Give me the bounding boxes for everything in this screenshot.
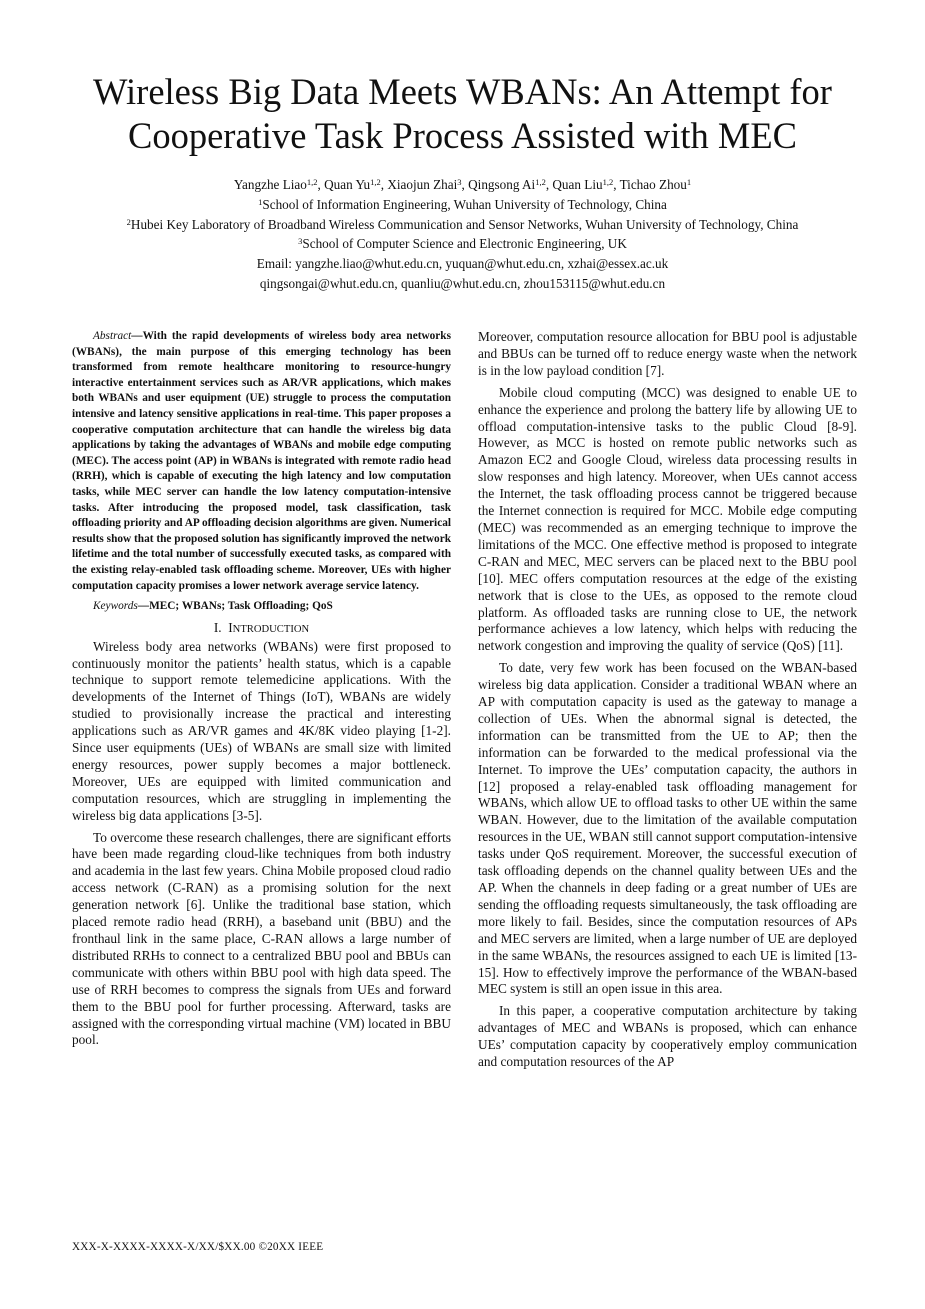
intro-paragraph-2: To overcome these research challenges, there are significant efforts have been made regarding cloud-like techniques from both industry and academia in the last few years. China Mobile proposed cloud radio access network (C-RAN) as a promising solution for the next generation network [6]. Unlike the traditional base station, which placed remote radio head (RRH), a baseband unit (BBU) and the fronthaul link in the same place, C-RAN allows a large number of distributed RRHs to connect to a centralized BBU pool and BBUs can communicate with others within BBU pool with high data speed. The use of RRH becomes to compress the signals from UEs and forward them to the BBU pool for further processing. Afterward, tasks are assigned with the corresponding virtual machine (VM) located in BBU pool. <box>72 829 451 1048</box>
title-line-1: Wireless Big Data Meets WBANs: An Attempt for <box>93 71 832 112</box>
author-name: Tichao Zhou <box>619 177 687 192</box>
intro-paragraph-4: To date, very few work has been focused on the WBAN-based wireless big data application. Consider a traditional WBAN where an AP with computation capacity is used as the gateway to manage a collection of UEs. When the abnormal signal is detected, the information can be transmitted from the UE to AP; then the information can be forwarded to the medical professional via the Internet. To improve the UEs’ computation capacity, the authors in [12] proposed a relay-enabled task offloading management for WBANs, which allow UE to offload tasks to other UE within the same WBAN. However, due to the limitation of the available computation resources in the UE, WBAN still cannot support computation-intensive tasks under QoS requirement. Moreover, the successful execution of task offloading depends on the channel quality between UEs and the AP. When the channels in deep fading or a great number of UEs are sending the offloading requests simultaneously, the task offloading are more likely to fail. Besides, since the computation resources of APs and MEC servers are limited, when a large number of UE are deployed in the same WBANs, the resources assigned to each UE is limited [13-15]. How to effectively improve the performance of the WBAN-based MEC system is still an open issue in this area. <box>478 660 858 997</box>
abstract-label: Abstract <box>93 330 132 342</box>
author-affiliation-mark: 1,2 <box>602 177 614 187</box>
author-name: Xiaojun Zhai <box>387 177 458 192</box>
intro-paragraph-5: In this paper, a cooperative computation architecture by taking advantages of MEC and WBANs is proposed, which can enhance UEs’ computation capacity by cooperatively employ communication and computation resources of the AP <box>478 1003 857 1070</box>
intro-paragraph-1: Wireless body area networks (WBANs) were first proposed to continuously monitor the patients’ health status, which is a capable technique to support remote telemedicine applications. With the developments of the Internet of Things (IoT), WBANs are widely studied to provisionally increase the practical and interesting applications such as AR/VR games and 4K/8K video playing [1-2]. Since user equipments (UEs) of WBANs are small size with limited energy resources, power supply becomes a major bottleneck. Moreover, UEs are equipped with limited communication and computation resources, which are struggling in implementing the wireless big data applications [3-5]. <box>72 638 451 823</box>
author-list: Yangzhe Liao$^{1,2}$, Quan Yu$^{1,2}$, Xiaojun Zhai$^3$, Qingsong Ai$^{1,2}$, Quan Liu$^{1,2}$, Tichao Zhou$^1$ <box>233 177 692 192</box>
left-column <box>72 329 451 1049</box>
email-line-2: qingsongai@whut.edu.cn, quanliu@whut.edu.cn, zhou153115@whut.edu.cn <box>259 275 666 291</box>
keywords <box>72 599 451 615</box>
intro-paragraph-2-continued: Moreover, computation resource allocation for BBU pool is adjustable and BBUs can be turned off to reduce energy waste when the network is in the low payload condition [7]. <box>478 329 857 378</box>
section-heading-introduction: I. INTRODUCTION <box>213 619 310 635</box>
copyright-footer: XXX-X-XXXX-XXXX-X/XX/$XX.00 ©20XX IEEE <box>72 1241 324 1253</box>
author-affiliation-mark: 1,2 <box>370 177 381 187</box>
author-affiliation-mark: 1,2 <box>306 177 318 187</box>
author-name: Yangzhe Liao <box>233 177 307 192</box>
author-affiliation-mark: 1,2 <box>535 177 546 187</box>
author-name: Qingsong Ai <box>468 177 536 192</box>
right-column <box>478 329 857 1071</box>
affiliation-3: $^3$School of Computer Science and Electronic Engineering, UK <box>298 236 627 252</box>
author-block <box>40 175 885 294</box>
email-line-1: Email: yangzhe.liao@whut.edu.cn, yuquan@whut.edu.cn, xzhai@essex.ac.uk <box>256 256 669 272</box>
author-name: Quan Liu <box>552 177 603 192</box>
intro-paragraph-3: Mobile cloud computing (MCC) was designed to enable UE to enhance the experience and prolong the battery life by allowing UE to offload computation-intensive tasks to the public Cloud [8-9]. However, as MCC is hosted on remote public networks such as Amazon EC2 and Google Cloud, wireless data processing results in slow responses and high latency. Moreover, when UEs cannot access the Internet, the task offloading process cannot be triggered because the Internet connection is required for MCC. Mobile edge computing (MEC) was recommended as an emerging technique to improve the limitations of the MCC. One effective method is proposed to integrate C-RAN and MEC, MEC servers can be placed next to the BBU pool [10]. MEC offers computation resources at the edge of the existing network that is close to the UEs, as opposed to the remote cloud platform. As offloaded tasks are running close to UE, the network performance achieves a low latency, which helps with reducing the network congestion and improving the quality of service (QoS) [11]. <box>478 384 857 654</box>
affiliation-1: $^1$School of Information Engineering, Wuhan University of Technology, China <box>258 196 667 212</box>
affiliation-2: $^2$Hubei Key Laboratory of Broadband Wireless Communication and Sensor Networks, Wuhan University of Technology, China <box>126 216 799 232</box>
author-name: Quan Yu <box>324 177 371 192</box>
title-line-2: Cooperative Task Process Assisted with MEC <box>128 115 797 156</box>
abstract-text: —With the rapid developments of wireless body area networks (WBANs), the main purpose of this emerging technology has been transformed from remote healthcare monitoring to resource-hungry interactive entertainment services such as AR/VR applications, which makes both WBANs and user equipment (UE) struggle to process the computation intensive and latency sensitive applications in real-time. This paper proposes a cooperative computation architecture that can handle the wireless big data applications by taking the advantages of WBANs and mobile edge computing (MEC). The access point (AP) in WBANs is integrated with remote radio head (RRH), which is capable of executing the high latency and low computation tasks, while MEC server can handle the low latency computation-intensive tasks. After introducing the proposed model, task classification, task offloading priority and AP offloading decision algorithms are given. Numerical results show that the proposed solution has significantly improved the network lifetime and the total number of successfully executed tasks, as compared with the existing relay-enabled task offloading scheme. Moreover, UEs with higher computation capacity promises a lower network average service latency. <box>72 330 451 592</box>
keywords-label: Keywords <box>93 600 138 613</box>
abstract <box>72 329 451 594</box>
keywords-text: —MEC; WBANs; Task Offloading; QoS <box>137 600 333 613</box>
author-affiliation-mark: 1 <box>686 177 692 187</box>
author-affiliation-mark: 3 <box>457 177 462 187</box>
paper-title <box>40 70 885 158</box>
